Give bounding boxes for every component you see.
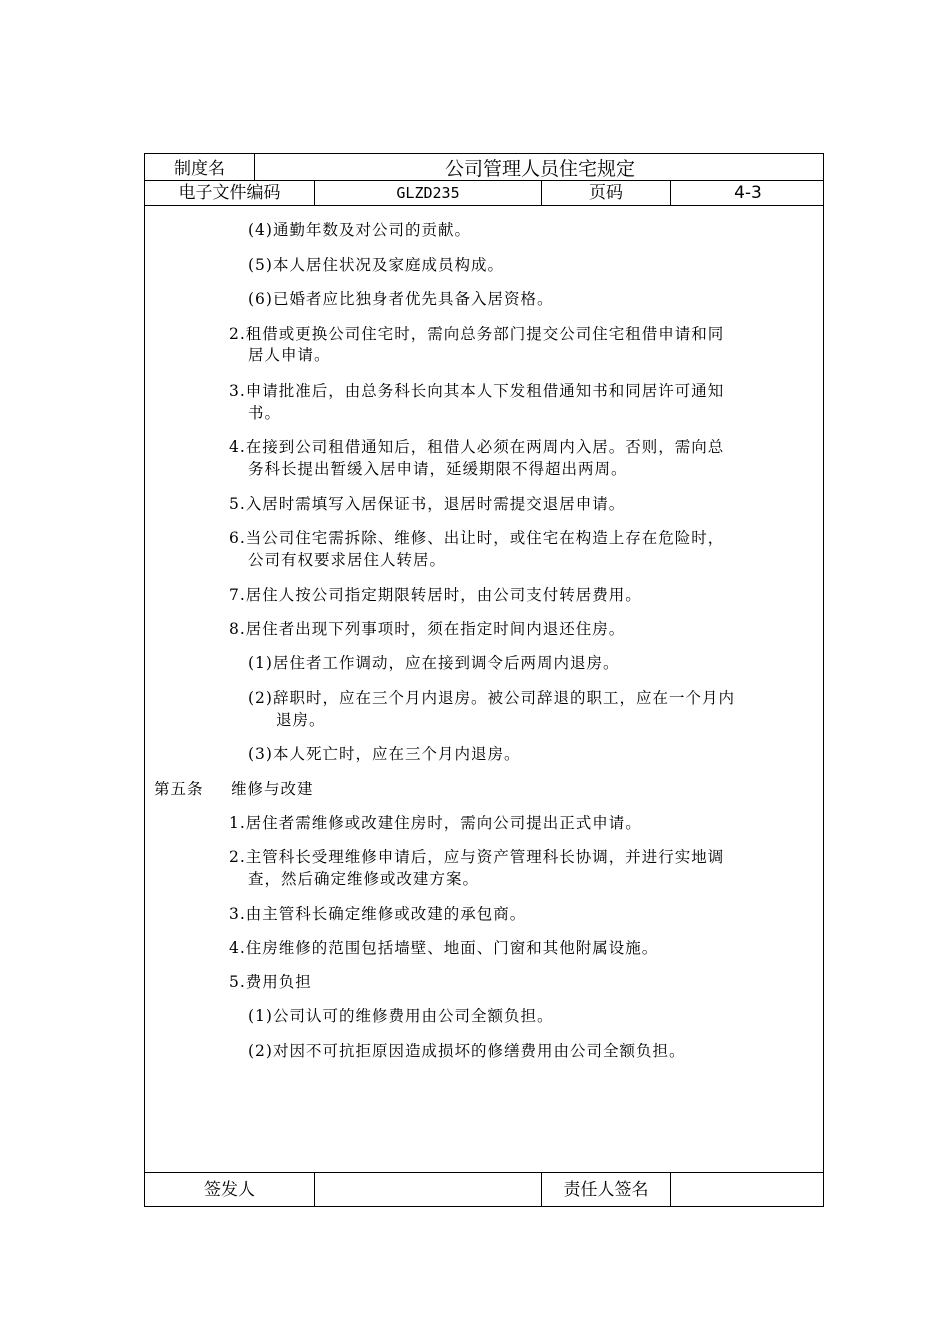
paragraph-2-line-1: 2.租借或更换公司住宅时，需向总务部门提交公司住宅租借申请和同 <box>229 325 725 343</box>
paragraph-8-item-2-line-1: (2)辞职时，应在三个月内退房。被公司辞退的职工，应在一个月内 <box>248 689 735 707</box>
article-5-item-1: 1.居住者需维修或改建住房时，需向公司提出正式申请。 <box>229 814 642 832</box>
paragraph-7: 7.居住人按公司指定期限转居时，由公司支付转居费用。 <box>229 586 642 604</box>
file-code-value: GLZD235 <box>396 184 460 202</box>
article-5-title: 维修与改建 <box>231 780 314 798</box>
paragraph-6-line-2: 公司有权要求居住人转居。 <box>248 551 447 569</box>
issuer-label: 签发人 <box>204 1179 255 1200</box>
document-body <box>145 206 823 1171</box>
name-label: 制度名 <box>174 158 225 179</box>
document-frame <box>144 153 824 1207</box>
document-title: 公司管理人员住宅规定 <box>444 157 635 180</box>
article-5-item-4: 4.住房维修的范围包括墙壁、地面、门窗和其他附属设施。 <box>229 939 659 957</box>
paragraph-4-line-1: 4.在接到公司租借通知后，租借人必须在两周内入居。否则，需向总 <box>229 438 725 456</box>
paragraph-3-line-1: 3.申请批准后，由总务科长向其本人下发租借通知书和同居许可通知 <box>229 382 725 400</box>
article-5-item-3: 3.由主管科长确定维修或改建的承包商。 <box>229 905 527 923</box>
article-5-item-2-line-2: 查，然后确定维修或改建方案。 <box>248 870 480 888</box>
article-5-number: 第五条 <box>154 780 204 798</box>
page-label: 页码 <box>589 183 623 203</box>
responsible-label: 责任人签名 <box>563 1179 649 1200</box>
page-value: 4-3 <box>734 183 762 203</box>
article-5-item-5: 5.费用负担 <box>229 973 312 991</box>
item-6: (6)已婚者应比独身者优先具备入居资格。 <box>248 290 554 308</box>
paragraph-8-item-3: (3)本人死亡时，应在三个月内退房。 <box>248 745 521 763</box>
responsible-signature-field[interactable] <box>671 1173 825 1207</box>
paragraph-2-line-2: 居人申请。 <box>248 346 331 364</box>
item-5: (5)本人居住状况及家庭成员构成。 <box>248 256 504 274</box>
paragraph-8-item-2-line-2: 退房。 <box>276 711 326 729</box>
paragraph-8: 8.居住者出现下列事项时，须在指定时间内退还住房。 <box>229 620 626 638</box>
item-4: (4)通勤年数及对公司的贡献。 <box>248 221 471 239</box>
article-5-item-5-sub-1: (1)公司认可的维修费用由公司全额负担。 <box>248 1007 554 1025</box>
article-5-item-5-sub-2: (2)对因不可抗拒原因造成损坏的修缮费用由公司全额负担。 <box>248 1042 686 1060</box>
file-code-label: 电子文件编码 <box>178 183 281 203</box>
paragraph-5: 5.入居时需填写入居保证书，退居时需提交退居申请。 <box>229 495 626 513</box>
paragraph-8-item-1: (1)居住者工作调动，应在接到调令后两周内退房。 <box>248 654 620 672</box>
paragraph-3-line-2: 书。 <box>248 404 282 422</box>
issuer-signature-field[interactable] <box>315 1173 541 1207</box>
article-5-item-2-line-1: 2.主管科长受理维修申请后，应与资产管理科长协调，并进行实地调 <box>229 848 725 866</box>
paragraph-4-line-2: 务科长提出暂缓入居申请，延缓期限不得超出两周。 <box>248 460 628 478</box>
paragraph-6-line-1: 6.当公司住宅需拆除、维修、出让时，或住宅在构造上存在危险时， <box>229 529 725 547</box>
